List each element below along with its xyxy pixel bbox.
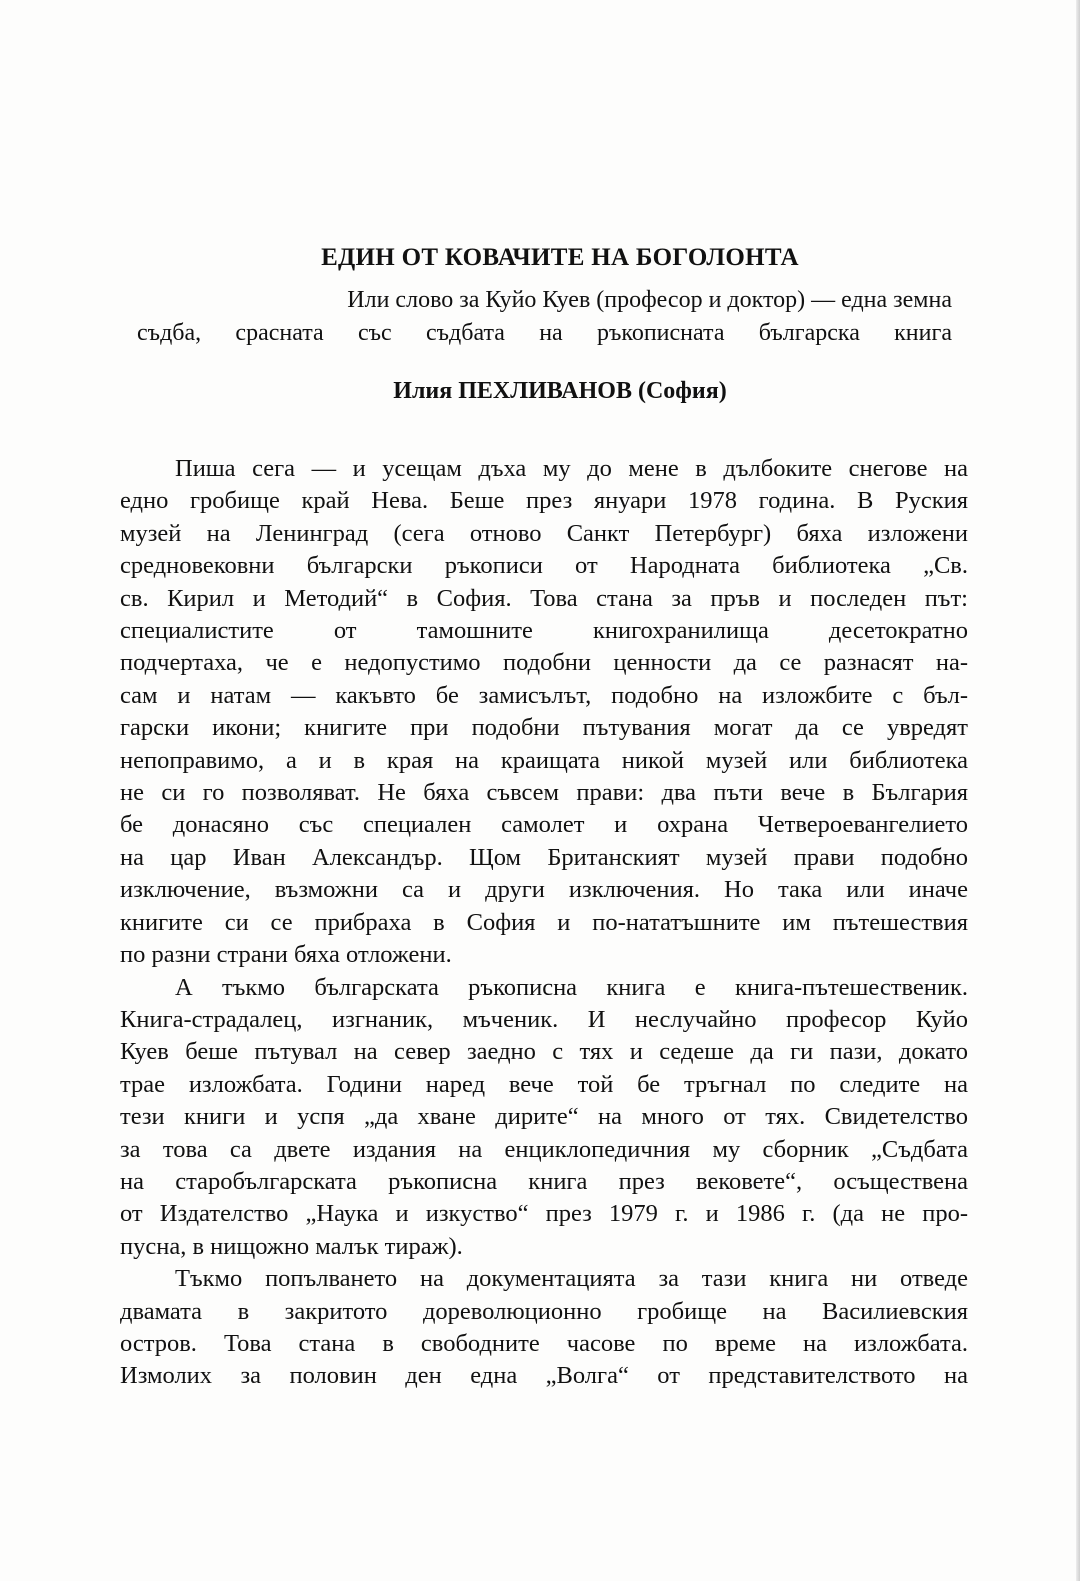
page-edge	[1076, 0, 1080, 1581]
text-line: подчертаха, че е недопустимо подобни ценности да се разнасят на-	[120, 649, 968, 677]
article-subtitle	[137, 284, 952, 350]
text-line: А тъкмо българската ръкописна книга е книга-пътешественик.	[175, 973, 968, 1001]
text-line: тези книги и успя „да хване дирите“ на много от тях. Свидетелство	[120, 1103, 968, 1131]
text-line: непоправимо, а и в края на краищата никой музей или библиотека	[120, 746, 968, 774]
article-title: ЕДИН ОТ КОВАЧИТЕ НА БОГОЛОНТА	[321, 244, 799, 271]
text-line: Измолих за половин ден една „Волга“ от представителството на	[120, 1362, 968, 1390]
subtitle-line: съдба, срасната със съдбата на ръкописната българска книга	[137, 320, 952, 346]
text-line: не си го позволяват. Не бяха съвсем прави: два пъти вече в България	[120, 779, 968, 807]
subtitle-line: Или слово за Куйо Куев (професор и доктор) — една земна	[347, 287, 952, 313]
text-line: Тъкмо попълването на документацията за тази книга ни отведе	[175, 1265, 968, 1293]
text-line: трае изложбата. Години наред вече той бе тръгнал по следите на	[120, 1070, 968, 1098]
text-line: изключение, възможни са и други изключения. Но така или иначе	[120, 876, 968, 904]
text-line: Пиша сега — и усещам дъха му до мене в дълбоките снегове на	[175, 455, 968, 482]
text-line: музей на Ленинград (сега отново Санкт Петербург) бяха изложени	[120, 519, 968, 547]
text-line: гарски икони; книгите при подобни пътувания могат да се увредят	[120, 714, 968, 742]
article-body	[120, 453, 968, 1393]
text-line: специалистите от тамошните книгохранилища десетократно	[120, 617, 968, 645]
text-line: Книга-страдалец, изгнаник, мъченик. И неслучайно професор Куйо	[120, 1005, 968, 1033]
text-line: остров. Това стана в свободните часове по време на изложбата.	[120, 1329, 968, 1357]
paragraph	[120, 972, 968, 1264]
text-line: за това са двете издания на енциклопедичния му сборник „Съдбата	[120, 1135, 968, 1163]
paragraph	[120, 1263, 968, 1393]
text-line: Куев беше пътувал на север заедно с тях и седеше да ги пази, докато	[120, 1038, 968, 1066]
text-line: сам и натам — какъвто бе замисълът, подобно на изложбите с бъл-	[120, 681, 968, 709]
text-line: средновековни български ръкописи от Народната библиотека „Св.	[120, 552, 968, 580]
text-line: на старобългарската ръкописна книга през вековете“, осъществена	[120, 1167, 968, 1195]
text-line: св. Кирил и Методий“ в София. Това стана за пръв и последен път:	[120, 584, 968, 612]
text-line: бе донасяно със специален самолет и охрана Четвероевангелието	[120, 811, 968, 839]
text-line: книгите си се прибраха в София и по-нататъшните им пътешествия	[120, 908, 968, 936]
paragraph	[120, 453, 968, 972]
text-line: на цар Иван Александър. Щом Британският музей прави подобно	[120, 843, 968, 871]
text-line: от Издателство „Наука и изкуство“ през 1979 г. и 1986 г. (да не про-	[120, 1200, 968, 1228]
text-line: едно гробище край Нева. Беше през януари 1978 година. В Руския	[120, 487, 968, 515]
text-line: двамата в закритото дореволюционно гробище на Василиевския	[120, 1297, 968, 1325]
text-line: по разни страни бяха отложени.	[120, 941, 452, 969]
article-author: Илия ПЕХЛИВАНОВ (София)	[393, 378, 727, 404]
text-line: пусна, в нищожно малък тираж).	[120, 1232, 463, 1260]
